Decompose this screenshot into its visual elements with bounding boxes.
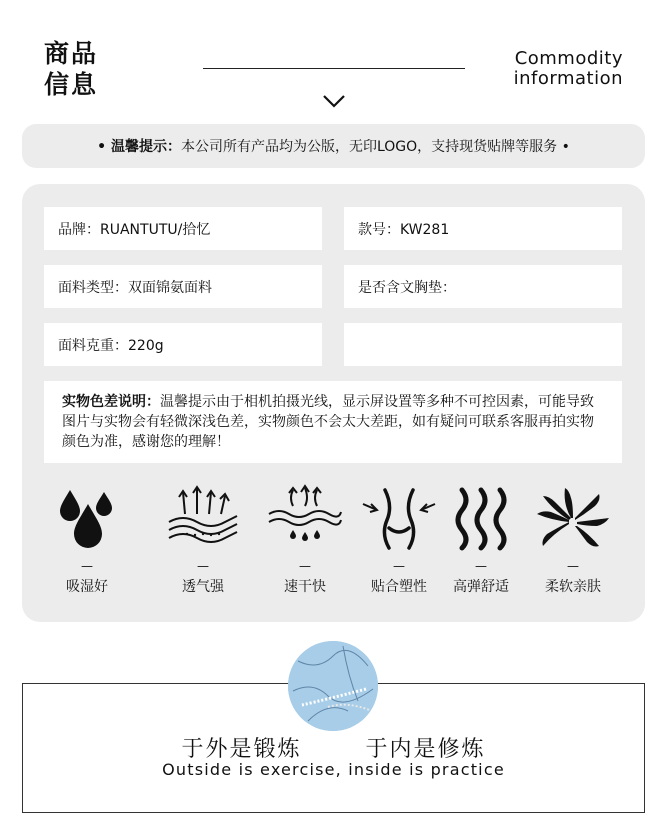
soft-skin-icon <box>533 484 613 554</box>
color-note-text: 温馨提示由于相机拍摄光线，显示屏设置等多种不可控因素，可能导致图片与实物会有轻微深浅色差，实物颜色不会太大差距，如有疑问可联系客服再拍实物颜色为准，感谢您的理解！ <box>62 394 594 450</box>
color-note <box>44 381 622 463</box>
title-cn-line1: 商品 <box>44 39 99 68</box>
spec-fabric-type: 面料类型：双面锦氨面料 <box>44 265 322 308</box>
chevron-down-icon <box>322 93 346 109</box>
page-title-en <box>514 49 623 89</box>
feature-label: 吸湿好 <box>66 579 108 595</box>
feature-item <box>436 484 526 596</box>
slogan-cn <box>0 732 667 763</box>
quick-dry-icon <box>265 484 345 554</box>
slogan-cn-left: 于外是锻炼 <box>181 737 302 762</box>
feature-item <box>260 484 350 596</box>
spec-model: 款号：KW281 <box>344 207 622 250</box>
feature-item <box>354 484 444 596</box>
notice-banner <box>22 124 645 168</box>
feature-label: 高弹舒适 <box>453 579 509 595</box>
feature-dash: — <box>475 559 487 573</box>
spec-weight: 面料克重：220g <box>44 323 322 366</box>
slogan-cn-right: 于内是修炼 <box>365 737 486 762</box>
feature-label: 速干快 <box>284 579 326 595</box>
spec-panel <box>22 184 645 622</box>
breathable-fabric-icon <box>163 484 243 554</box>
notice-label: • 温馨提示： <box>97 139 181 155</box>
body-fit-icon <box>359 484 439 554</box>
feature-label: 柔软亲肤 <box>545 579 601 595</box>
product-photo-circle <box>288 641 378 731</box>
feature-dash: — <box>393 559 405 573</box>
water-drops-icon <box>52 484 122 554</box>
page-title-cn <box>44 38 98 100</box>
spec-chest-pad: 是否含文胸垫： <box>344 265 622 308</box>
feature-dash: — <box>567 559 579 573</box>
fabric-detail-image <box>288 641 378 731</box>
title-en-line2: information <box>513 68 623 89</box>
spec-brand: 品牌：RUANTUTU/拾忆 <box>44 207 322 250</box>
color-note-label: 实物色差说明： <box>62 394 160 410</box>
feature-label: 贴合塑性 <box>371 579 427 595</box>
feature-dash: — <box>81 559 93 573</box>
feature-label: 透气强 <box>182 579 224 595</box>
title-en-line1: Commodity <box>514 48 623 69</box>
feature-item <box>528 484 618 596</box>
elastic-waves-icon <box>446 484 516 554</box>
title-cn-line2: 信息 <box>44 70 99 99</box>
spec-empty <box>344 323 622 366</box>
notice-text: 本公司所有产品均为公版，无印LOGO，支持现货贴牌等服务 • <box>180 139 570 155</box>
feature-item <box>42 484 132 596</box>
feature-dash: — <box>299 559 311 573</box>
feature-item <box>158 484 248 596</box>
title-divider <box>203 68 465 69</box>
feature-dash: — <box>197 559 209 573</box>
slogan-en: Outside is exercise, inside is practice <box>162 760 505 779</box>
